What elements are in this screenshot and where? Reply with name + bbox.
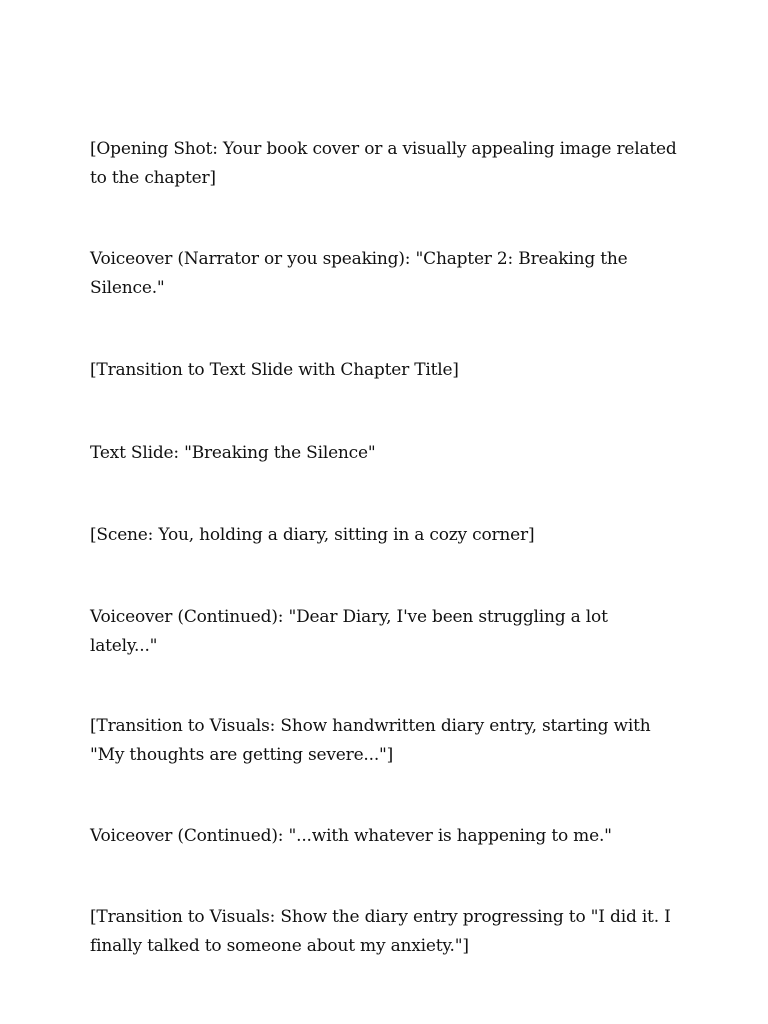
paragraph-text-slide: Text Slide: "Breaking the Silence"	[90, 443, 376, 463]
paragraph-opening-shot: [Opening Shot: Your book cover or a visually appealing image related to the chapter]	[90, 139, 677, 188]
script-text-body	[90, 135, 680, 961]
paragraph-voiceover-dear-diary: Voiceover (Continued): "Dear Diary, I've been struggling a lot lately..."	[90, 607, 608, 656]
paragraph-scene-diary: [Scene: You, holding a diary, sitting in a cozy corner]	[90, 525, 535, 545]
paragraph-transition-handwritten-entry: [Transition to Visuals: Show handwritten diary entry, starting with "My thoughts are getting severe..."]	[90, 716, 651, 765]
paragraph-transition-diary-progress: [Transition to Visuals: Show the diary entry progressing to "I did it. I finally talked to someone about my anxiety."]	[90, 907, 671, 956]
paragraph-voiceover-continued: Voiceover (Continued): "...with whatever is happening to me."	[90, 826, 612, 846]
paragraph-voiceover-chapter-title: Voiceover (Narrator or you speaking): "Chapter 2: Breaking the Silence."	[90, 249, 628, 298]
paragraph-transition-text-slide: [Transition to Text Slide with Chapter Title]	[90, 360, 459, 380]
